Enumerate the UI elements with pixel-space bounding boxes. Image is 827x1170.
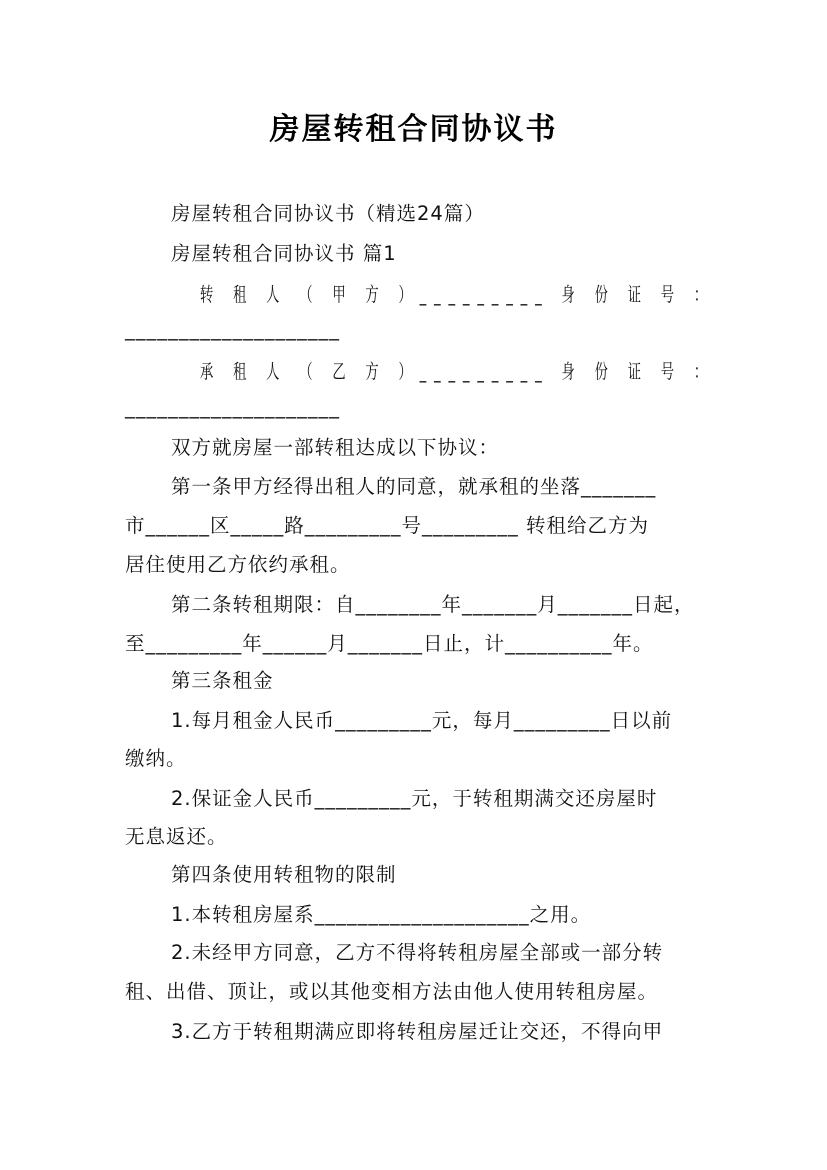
subtitle-line: 房屋转租合同协议书（精选24篇） bbox=[171, 202, 485, 225]
article-1-line-2: 市______区_____路_________号_________ 转租给乙方为 bbox=[125, 514, 649, 537]
article-1-line-1: 第一条甲方经得出租人的同意，就承租的坐落_______ bbox=[171, 475, 657, 498]
article-1-line-3: 居住使用乙方依约承租。 bbox=[125, 553, 351, 576]
article-3-heading: 第三条租金 bbox=[171, 669, 274, 692]
document-title: 房屋转租合同协议书 bbox=[269, 112, 558, 147]
article-3-item-1: 1.每月租金人民币_________元，每月_________日以前 bbox=[171, 709, 673, 732]
article-4-item-2: 2.未经甲方同意，乙方不得将转租房屋全部或一部分转 bbox=[171, 941, 664, 964]
sublessee-id-blank: ____________________ bbox=[125, 396, 340, 419]
sublessor-line: 转 租 人 （ 甲 方 ）_________ 身 份 证 号 ： bbox=[200, 283, 715, 306]
article-3-item-2-cont: 无息返还。 bbox=[125, 825, 228, 848]
article-4-item-3: 3.乙方于转租期满应即将转租房屋迁让交还，不得向甲 bbox=[171, 1020, 664, 1043]
article-2-line-2: 至_________年______月_______日止，计__________年。 bbox=[125, 632, 654, 655]
article-3-item-1-cont: 缴纳。 bbox=[125, 747, 187, 770]
agreement-intro: 双方就房屋一部转租达成以下协议： bbox=[171, 436, 500, 459]
article-3-item-2: 2.保证金人民币_________元，于转租期满交还房屋时 bbox=[171, 787, 658, 810]
article-4-item-1: 1.本转租房屋系____________________之用。 bbox=[171, 903, 592, 926]
sublessor-id-blank: ____________________ bbox=[125, 318, 340, 341]
article-4-item-2-cont: 租、出借、顶让，或以其他变相方法由他人使用转租房屋。 bbox=[125, 980, 659, 1003]
sublessee-line: 承 租 人 （ 乙 方 ）_________ 身 份 证 号 ： bbox=[200, 360, 715, 383]
section-heading: 房屋转租合同协议书 篇1 bbox=[171, 242, 397, 265]
article-2-line-1: 第二条转租期限：自________年_______月_______日起， bbox=[171, 593, 695, 616]
article-4-heading: 第四条使用转租物的限制 bbox=[171, 863, 397, 886]
